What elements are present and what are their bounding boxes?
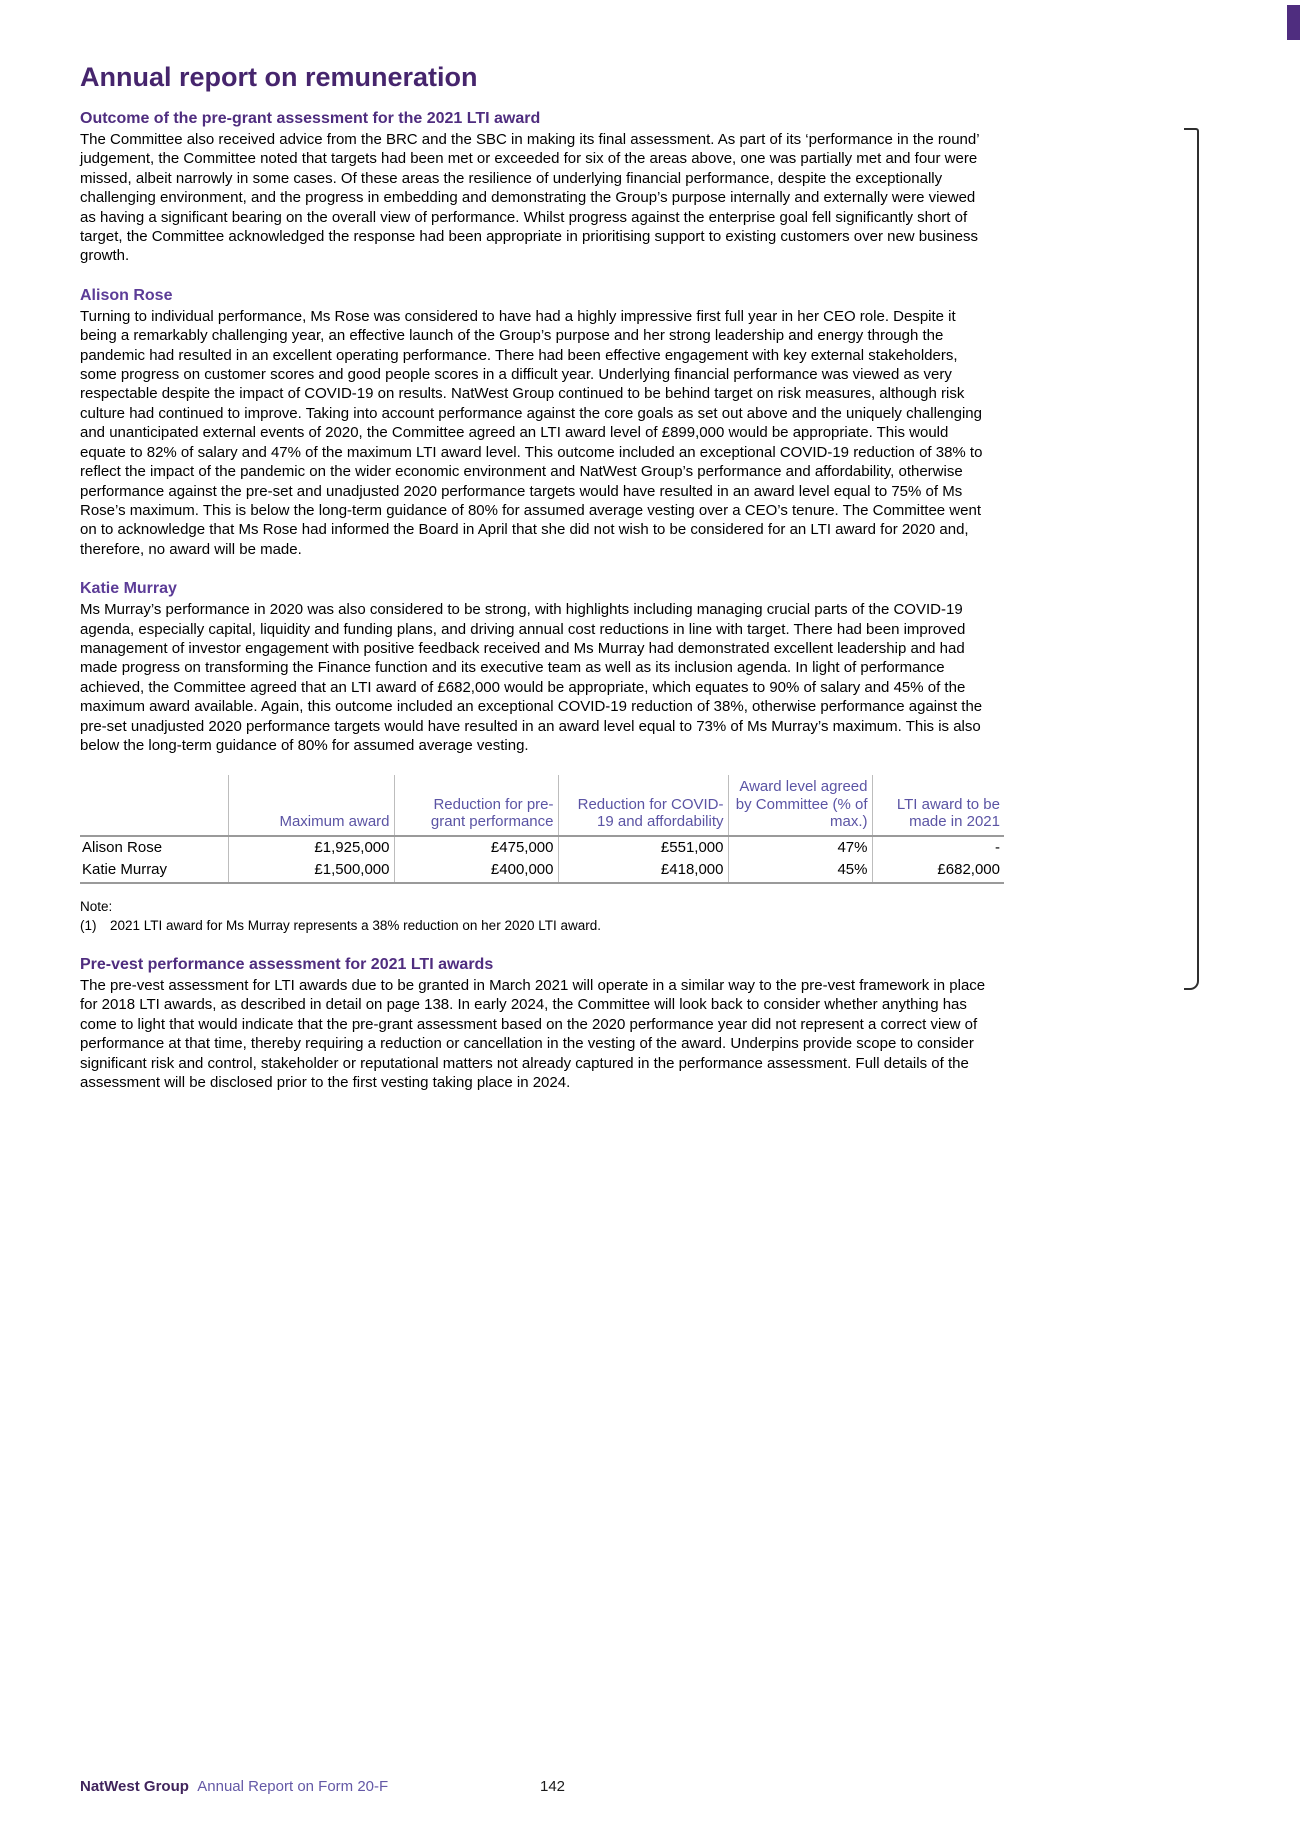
table-row-katie-murray	[80, 859, 1004, 883]
page-title: Annual report on remuneration	[80, 62, 478, 92]
table-cell-covid-reduction: £418,000	[558, 859, 728, 883]
margin-bracket	[1184, 128, 1199, 990]
paragraph-outcome: The Committee also received advice from the BRC and the SBC in making its final assessment. As part of its ‘performance in the round’ judgement, the Committee noted that targets had been met or exceeded for six of the areas above, one was partially met and four were missed, albeit narrowly in some cases. Of these areas the resilience of underlying financial performance, despite the exceptionally challenging environment, and the progress in embedding and demonstrating the Group’s purpose internally and externally were viewed as having a significant bearing on the overall view of performance. Whilst progress against the enterprise goal fell significantly short of target, the Committee acknowledged the response had been appropriate in prioritising support to existing customers over new business growth.	[80, 131, 980, 265]
table-col-header-pregrant-reduction: Reduction for pre-grant performance	[394, 775, 558, 836]
table-col-header-award-level: Award level agreed by Committee (% of max.)	[728, 775, 872, 836]
lti-award-table	[80, 775, 1004, 884]
paragraph-prevest: The pre-vest assessment for LTI awards due to be granted in March 2021 will operate in a similar way to the pre-vest framework in place for 2018 LTI awards, as described in detail on page 138. In early 2024, the Committee will look back to consider whether anything has come to light that would indicate that the pre-grant assessment based on the 2020 performance year did not represent a correct view of performance at that time, thereby requiring a reduction or cancellation in the vesting of the award. Underpins provide scope to consider significant risk and control, stakeholder or reputational matters not already captured in the performance assessment. Full details of the assessment will be disclosed prior to the first vesting taking place in 2024.	[80, 976, 986, 1091]
table-cell-pregrant-reduction: £400,000	[394, 859, 558, 883]
section-heading-prevest: Pre-vest performance assessment for 2021 LTI awards	[80, 955, 494, 973]
paragraph-alison-rose: Turning to individual performance, Ms Rose was considered to have had a highly impressive first full year in her CEO role. Despite it being a remarkably challenging year, an effective launch of the Group’s purpose and her strong leadership and energy through the pandemic had resulted in an excellent operating performance. There had been effective engagement with key external stakeholders, some progress on customer scores and good people scores in a difficult year. Underlying financial performance was viewed as very respectable despite the impact of COVID-19 on results. NatWest Group continued to be behind target on risk measures, although risk culture had continued to improve. Taking into account performance against the core goals as set out above and the uniquely challenging and unanticipated external events of 2020, the Committee agreed an LTI award level of £899,000 would be appropriate. This would equate to 82% of salary and 47% of the maximum LTI award level. This outcome included an exceptional COVID-19 reduction of 38% to reflect the impact of the pandemic on the wider economic environment and NatWest Group’s performance and affordability, otherwise performance against the pre-set and unadjusted 2020 performance targets would have resulted in an award level equal to 75% of Ms Rose’s maximum. This is below the long-term guidance of 80% for assumed average vesting over a CEO’s tenure. The Committee went on to acknowledge that Ms Rose had informed the Board in April that she did not wish to be considered for an LTI award for 2020 and, therefore, no award will be made.	[80, 307, 983, 558]
table-cell-name: Katie Murray	[82, 861, 168, 879]
table-cell-award-level: 47%	[728, 836, 872, 860]
table-cell-award-level: 45%	[728, 859, 872, 883]
section-heading-katie-murray: Katie Murray	[80, 580, 177, 598]
table-col-header-covid-reduction: Reduction for COVID-19 and affordability	[558, 775, 728, 836]
paragraph-katie-murray: Ms Murray’s performance in 2020 was also considered to be strong, with highlights including managing crucial parts of the COVID-19 agenda, especially capital, liquidity and funding plans, and driving annual cost reductions in line with target. There had been improved management of investor engagement with positive feedback received and Ms Murray had demonstrated excellent leadership and had made progress on transforming the Finance function and its executive team as well as its inclusion agenda. In light of performance achieved, the Committee agreed that an LTI award of £682,000 would be appropriate, which equates to 90% of salary and 45% of the maximum award available. Again, this outcome included an exceptional COVID-19 reduction of 38%, otherwise performance against the pre-set unadjusted 2020 performance targets would have resulted in an award level equal to 73% of Ms Murray’s maximum. This is also below the long-term guidance of 80% for assumed average vesting.	[80, 601, 983, 754]
table-note	[80, 898, 988, 935]
table-row-alison-rose	[80, 836, 1004, 860]
note-label: Note:	[80, 898, 113, 914]
footer-brand: NatWest Group	[80, 1778, 189, 1795]
page-content	[80, 62, 1000, 1092]
table-cell-name: Alison Rose	[82, 838, 163, 856]
section-heading-outcome: Outcome of the pre-grant assessment for the 2021 LTI award	[80, 110, 541, 127]
table-cell-lti-2021: -	[872, 836, 1004, 860]
table-col-header-name	[80, 775, 228, 836]
footer-report-title: Annual Report on Form 20-F	[197, 1778, 389, 1795]
table-cell-maximum-award: £1,925,000	[228, 836, 394, 860]
table-col-header-maximum-award: Maximum award	[228, 775, 394, 836]
page-footer	[80, 1778, 388, 1795]
table-cell-covid-reduction: £551,000	[558, 836, 728, 860]
table-header-row	[80, 775, 1004, 836]
page-number: 142	[540, 1778, 566, 1795]
table-col-header-lti-2021: LTI award to be made in 2021	[872, 775, 1004, 836]
table-cell-pregrant-reduction: £475,000	[394, 836, 558, 860]
note-number: (1)	[80, 917, 97, 933]
table-cell-maximum-award: £1,500,000	[228, 859, 394, 883]
note-text: 2021 LTI award for Ms Murray represents a 38% reduction on her 2020 LTI award.	[110, 917, 601, 933]
note-item	[80, 917, 988, 935]
section-heading-alison-rose: Alison Rose	[80, 286, 173, 304]
page-corner-tab	[1287, 5, 1300, 40]
table-cell-lti-2021: £682,000	[872, 859, 1004, 883]
